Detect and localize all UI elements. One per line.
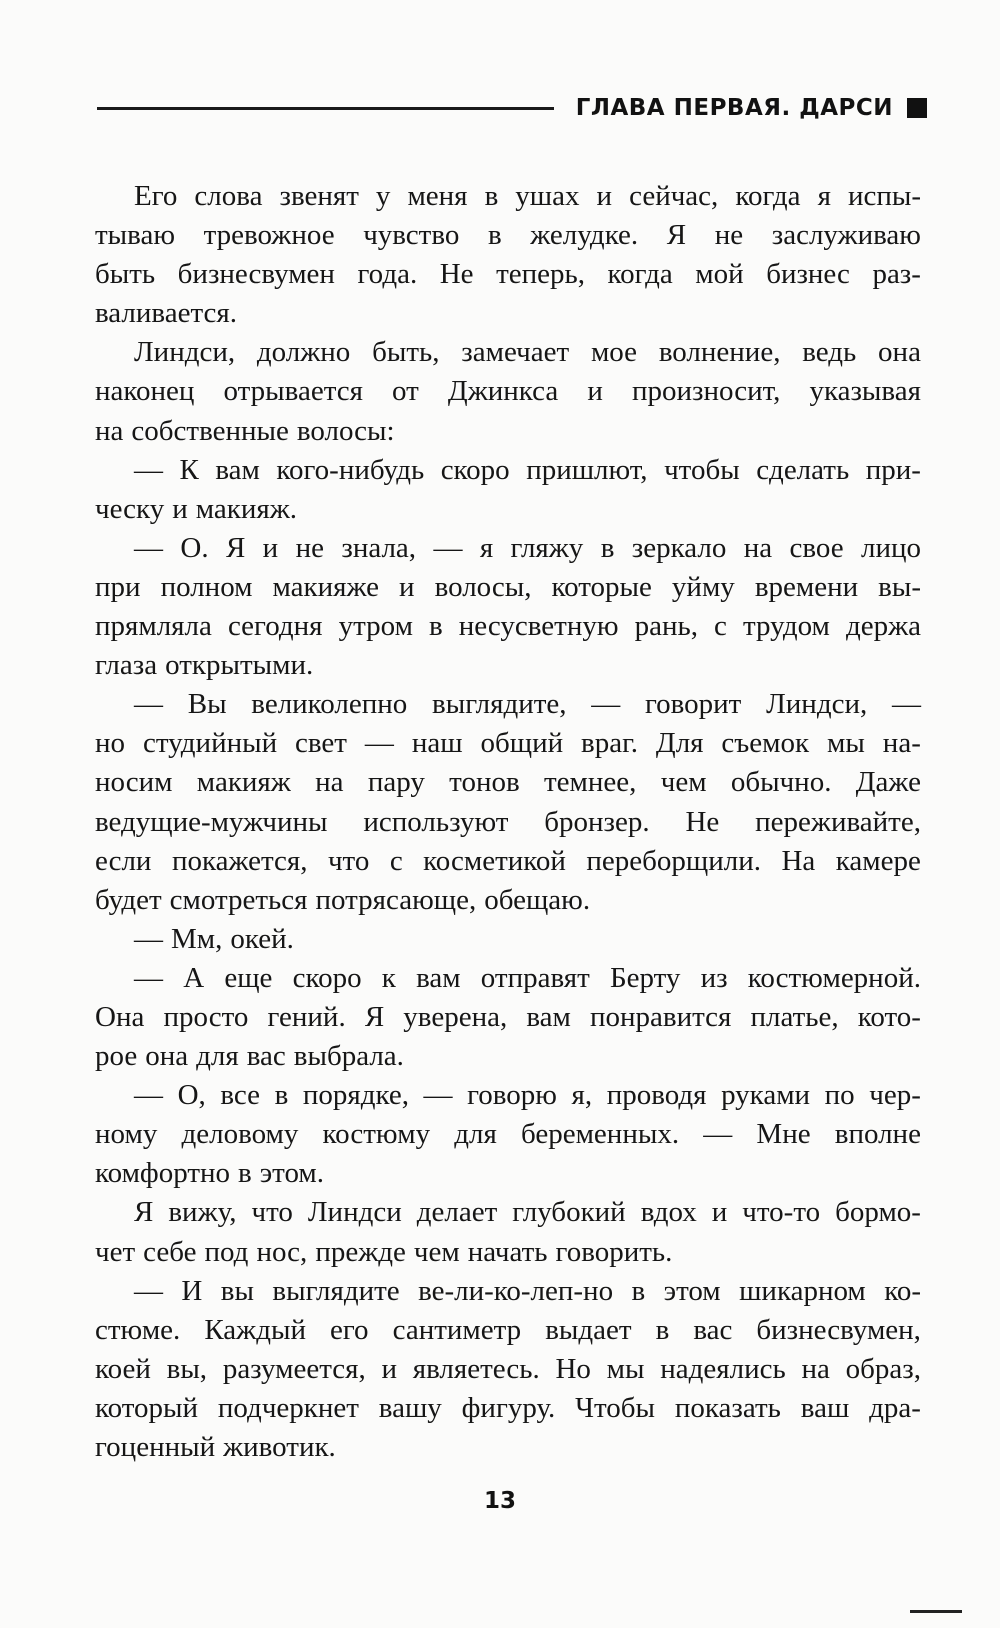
text-line: при полном макияже и волосы, которые уйму времени вы- [95, 570, 921, 603]
text-line: но студийный свет — наш общий враг. Для съемок мы на- [95, 727, 921, 760]
text-line: Она просто гений. Я уверена, вам понравится платье, кото- [95, 1000, 921, 1033]
text-line: ведущие-мужчины используют бронзер. Не переживайте, [95, 805, 921, 838]
text-line: валивается. [95, 297, 237, 330]
running-head [97, 88, 927, 128]
text-line: — Мм, окей. [134, 922, 294, 955]
text-line: — О. Я и не знала, — я гляжу в зеркало на свое лицо [134, 531, 921, 564]
text-line: на собственные волосы: [95, 414, 395, 447]
text-line: ческу и макияж. [95, 492, 298, 525]
text-line: Я вижу, что Линдси делает глубокий вдох и что-то бормо- [134, 1196, 921, 1229]
text-line: — Вы великолепно выглядите, — говорит Линдси, — [134, 688, 921, 721]
text-line: — О, все в порядке, — говорю я, проводя руками по чер- [134, 1079, 921, 1112]
text-line: рое она для вас выбрала. [95, 1040, 404, 1073]
chapter-title: ГЛАВА ПЕРВАЯ. ДАРСИ [575, 95, 893, 121]
text-line: тываю тревожное чувство в желудке. Я не заслуживаю [95, 219, 921, 252]
text-line: гоценный животик. [95, 1431, 336, 1463]
text-line: — К вам кого-нибудь скоро пришлют, чтобы сделать при- [134, 453, 921, 486]
text-line: глаза открытыми. [95, 649, 314, 682]
text-line: чет себе под нос, прежде чем начать говорить. [95, 1235, 673, 1268]
text-line: который подчеркнет вашу фигуру. Чтобы показать ваш дра- [95, 1391, 921, 1424]
header-square-ornament [907, 98, 927, 118]
text-line: — А еще скоро к вам отправят Берту из костюмерной. [134, 961, 921, 994]
header-rule [97, 107, 554, 110]
text-line: наконец отрывается от Джинкса и произносит, указывая [95, 375, 921, 408]
text-line: стюме. Каждый его сантиметр выдает в вас бизнесвумен, [95, 1313, 921, 1346]
corner-rule [910, 1610, 962, 1613]
text-line: если покажется, что с косметикой переборщили. На камере [95, 844, 921, 877]
text-line: Линдси, должно быть, замечает мое волнение, ведь она [134, 336, 921, 369]
page-number: 13 [483, 1488, 516, 1514]
text-line: носим макияж на пару тонов темнее, чем обычно. Даже [95, 766, 921, 799]
body-text [95, 177, 921, 1467]
text-line: прямляла сегодня утром в несусветную рань, с трудом держа [95, 610, 921, 643]
text-line: быть бизнесвумен года. Не теперь, когда мой бизнес раз- [95, 258, 921, 291]
text-line: коей вы, разумеется, и являетесь. Но мы надеялись на образ, [95, 1352, 921, 1385]
text-line: — И вы выглядите ве-ли-ко-леп-но в этом шикарном ко- [134, 1274, 921, 1307]
text-line: ному деловому костюму для беременных. — Мне вполне [95, 1118, 921, 1151]
text-line: будет смотреться потрясающе, обещаю. [95, 883, 591, 916]
text-line: Его слова звенят у меня в ушах и сейчас, когда я испы- [134, 180, 921, 212]
text-line: комфортно в этом. [95, 1157, 325, 1190]
